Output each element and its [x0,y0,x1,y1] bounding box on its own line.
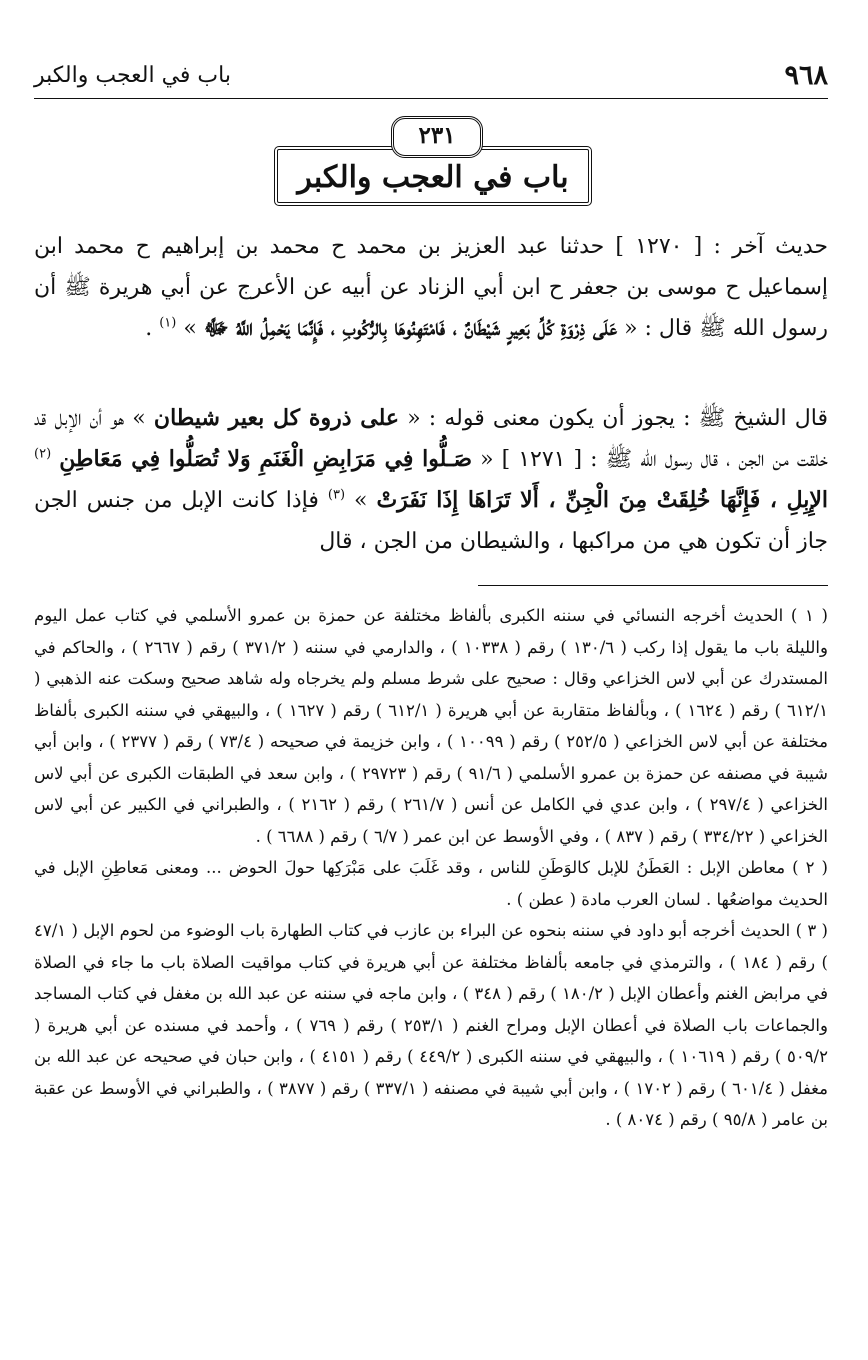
sentence-end: . [145,316,153,341]
hadith-text-1271-part2: الإِبِلِ ، فَإِنَّهَا خُلِقَتْ مِنَ الْجِنِّ ، أَلا تَرَاهَا إِذَا نَفَرَتْ [376,487,829,513]
commentary-text: » هو أن الإبل قد خلقت من الجن ، قال رسول الله ﷺ : [ ١٢٧١ ] « [34,406,828,472]
commentary-continuation: فإذا كانت الإبل من جنس الجن جاز أن تكون هي من مراكبها ، والشيطان من الجن ، قال [34,488,828,554]
footnote-1: ( ١ ) الحديث أخرجه النسائي في سننه الكبرى بألفاظ مختلفة عن حمزة بن عمرو الأسلمي في كتاب عمل اليوم والليلة باب ما يقول إذا ركب ( ١٣٠/٦ ) رقم ( ١٠٣٣٨ ) ، والدارمي في سننه ( ٣٧١/٢ ) رقم ( ٢٦٦٧ ) ، والحاكم في المستدرك عن أبي لاس الخزاعي وقال : صحيح على شرط مسلم ولم يخرجاه وله شاهد صحيح وسكت عنه الذهبي ( ٦١٢/١ ) رقم ( ١٦٢٤ ) ، وبألفاظ متقاربة عن أبي هريرة ( ٦١٢/١ ) رقم ( ١٦٢٧ ) ، والبيهقي في سننه الكبرى بألفاظ مختلفة عن أبي لاس الخزاعي ( ٢٥٢/٥ ) رقم ( ١٠٠٩٩ ) ، وابن خزيمة في صحيحه ( ٧٣/٤ ) رقم ( ٢٣٧٧ ) ، وابن أبي شيبة في مصنفه عن حمزة بن عمرو الأسلمي ( ٩١/٦ ) رقم ( ٢٩٧٢٣ ) ، وابن سعد في الطبقات الكبرى عن أبي لاس الخزاعي ( ٢٩٧/٤ ) ، وابن عدي في الكامل عن أنس ( ٢٦١/٧ ) رقم ( ٢١٦٢ ) ، والطبراني في الكبير عن أبي لاس الخزاعي ( ٣٣٤/٢٢ ) رقم ( ٨٣٧ ) ، وفي الأوسط عن ابن عمر ( ٦/٧ ) رقم ( ٦٦٨٨ ) . [34,606,828,846]
hadith-text-1271-part1: صَـلُّوا فِي مَرَابِضِ الْغَنَمِ وَلا تُصَلُّوا فِي مَعَاطِنِ [59,446,473,472]
quote-close: » [354,488,368,513]
footnote-ref-2[interactable]: (٢) [34,446,52,462]
footnote-2: ( ٢ ) معاطن الإبل : العَطَنُ للإبل كالوَطَنِ للناس ، وقد غَلَبَ على مَبْرَكِها حولَ الحوض ... ومعنى مَعاطِنِ الإبل في الحديث مواضعُها . لسان العرب مادة ( عطن ) . [34,858,828,909]
isnad-text: حديث آخر : [ ١٢٧٠ ] حدثنا عبد العزيز بن محمد ح محمد بن إبراهيم ح محمد ابن إسماعيل ح موسى بن جعفر ح ابن أبي الزناد عن أبيه عن الأعرج عن أبي هريرة ﷺ أن رسول الله ﷺ قال : « [34,234,828,341]
footnote-3: ( ٣ ) الحديث أخرجه أبو داود في سننه بنحوه عن البراء بن عازب في كتاب الطهارة باب الوضوء من لحوم الإبل ( ٤٧/١ ) رقم ( ١٨٤ ) ، والترمذي في جامعه بألفاظ مختلفة عن أبي هريرة في كتاب مواقيت الصلاة باب ما جاء في الصلاة في مرابض الغنم وأعطان الإبل ( ١٨٠/٢ ) رقم ( ٣٤٨ ) ، وابن ماجه في سننه عن عبد الله بن مغفل في كتاب المساجد والجماعات باب الصلاة في أعطان الإبل ومراح الغنم ( ٢٥٣/١ ) رقم ( ٧٦٩ ) ، وأحمد في مسنده عن أبي هريرة ( ٥٠٩/٢ ) رقم ( ١٠٦١٩ ) ، والبيهقي في سننه الكبرى ( ٤٤٩/٢ ) رقم ( ٤١٥١ ) ، وابن حبان في صحيحه عن عبد الله بن مغفل ( ٦٠١/٤ ) رقم ( ١٧٠٢ ) ، وابن أبي شيبة في مصنفه ( ٣٣٧/١ ) رقم ( ٣٨٧٧ ) ، والطبراني في الأوسط عن عقبة بن عامر ( ٩٥/٨ ) رقم ( ٨٠٧٤ ) . [34,921,828,1129]
commentary-intro: قال الشيخ ﷺ : يجوز أن يكون معنى قوله : « [407,406,829,431]
page-number: ٩٦٨ [784,60,828,91]
footnote-ref-3[interactable]: (٣) [327,487,346,503]
footnotes-section [34,600,828,1136]
running-title: باب في العجب والكبر [34,63,231,88]
quote-close: » [183,316,197,341]
chapter-number-badge: ٢٣١ [391,116,483,158]
page-header [34,58,828,99]
footnote-ref-1[interactable]: (١) [159,315,177,331]
commentary-paragraph [34,398,828,562]
quoted-phrase: على ذروة كل بعير شيطان [153,405,400,431]
footnote-divider [478,585,828,586]
hadith-text: عَلَى ذِرْوَةِ كُلِّ بَعِيرٍ شَيْطَانٌ ، فَامْتَهِنُوهَا بِالرُّكُوبِ ، فَإِنَّمَا يَحْمِلُ اللَّهُ ﷻ [203,315,618,341]
hadith-paragraph-1270 [34,226,828,349]
chapter-title: باب في العجب والكبر [297,160,569,195]
